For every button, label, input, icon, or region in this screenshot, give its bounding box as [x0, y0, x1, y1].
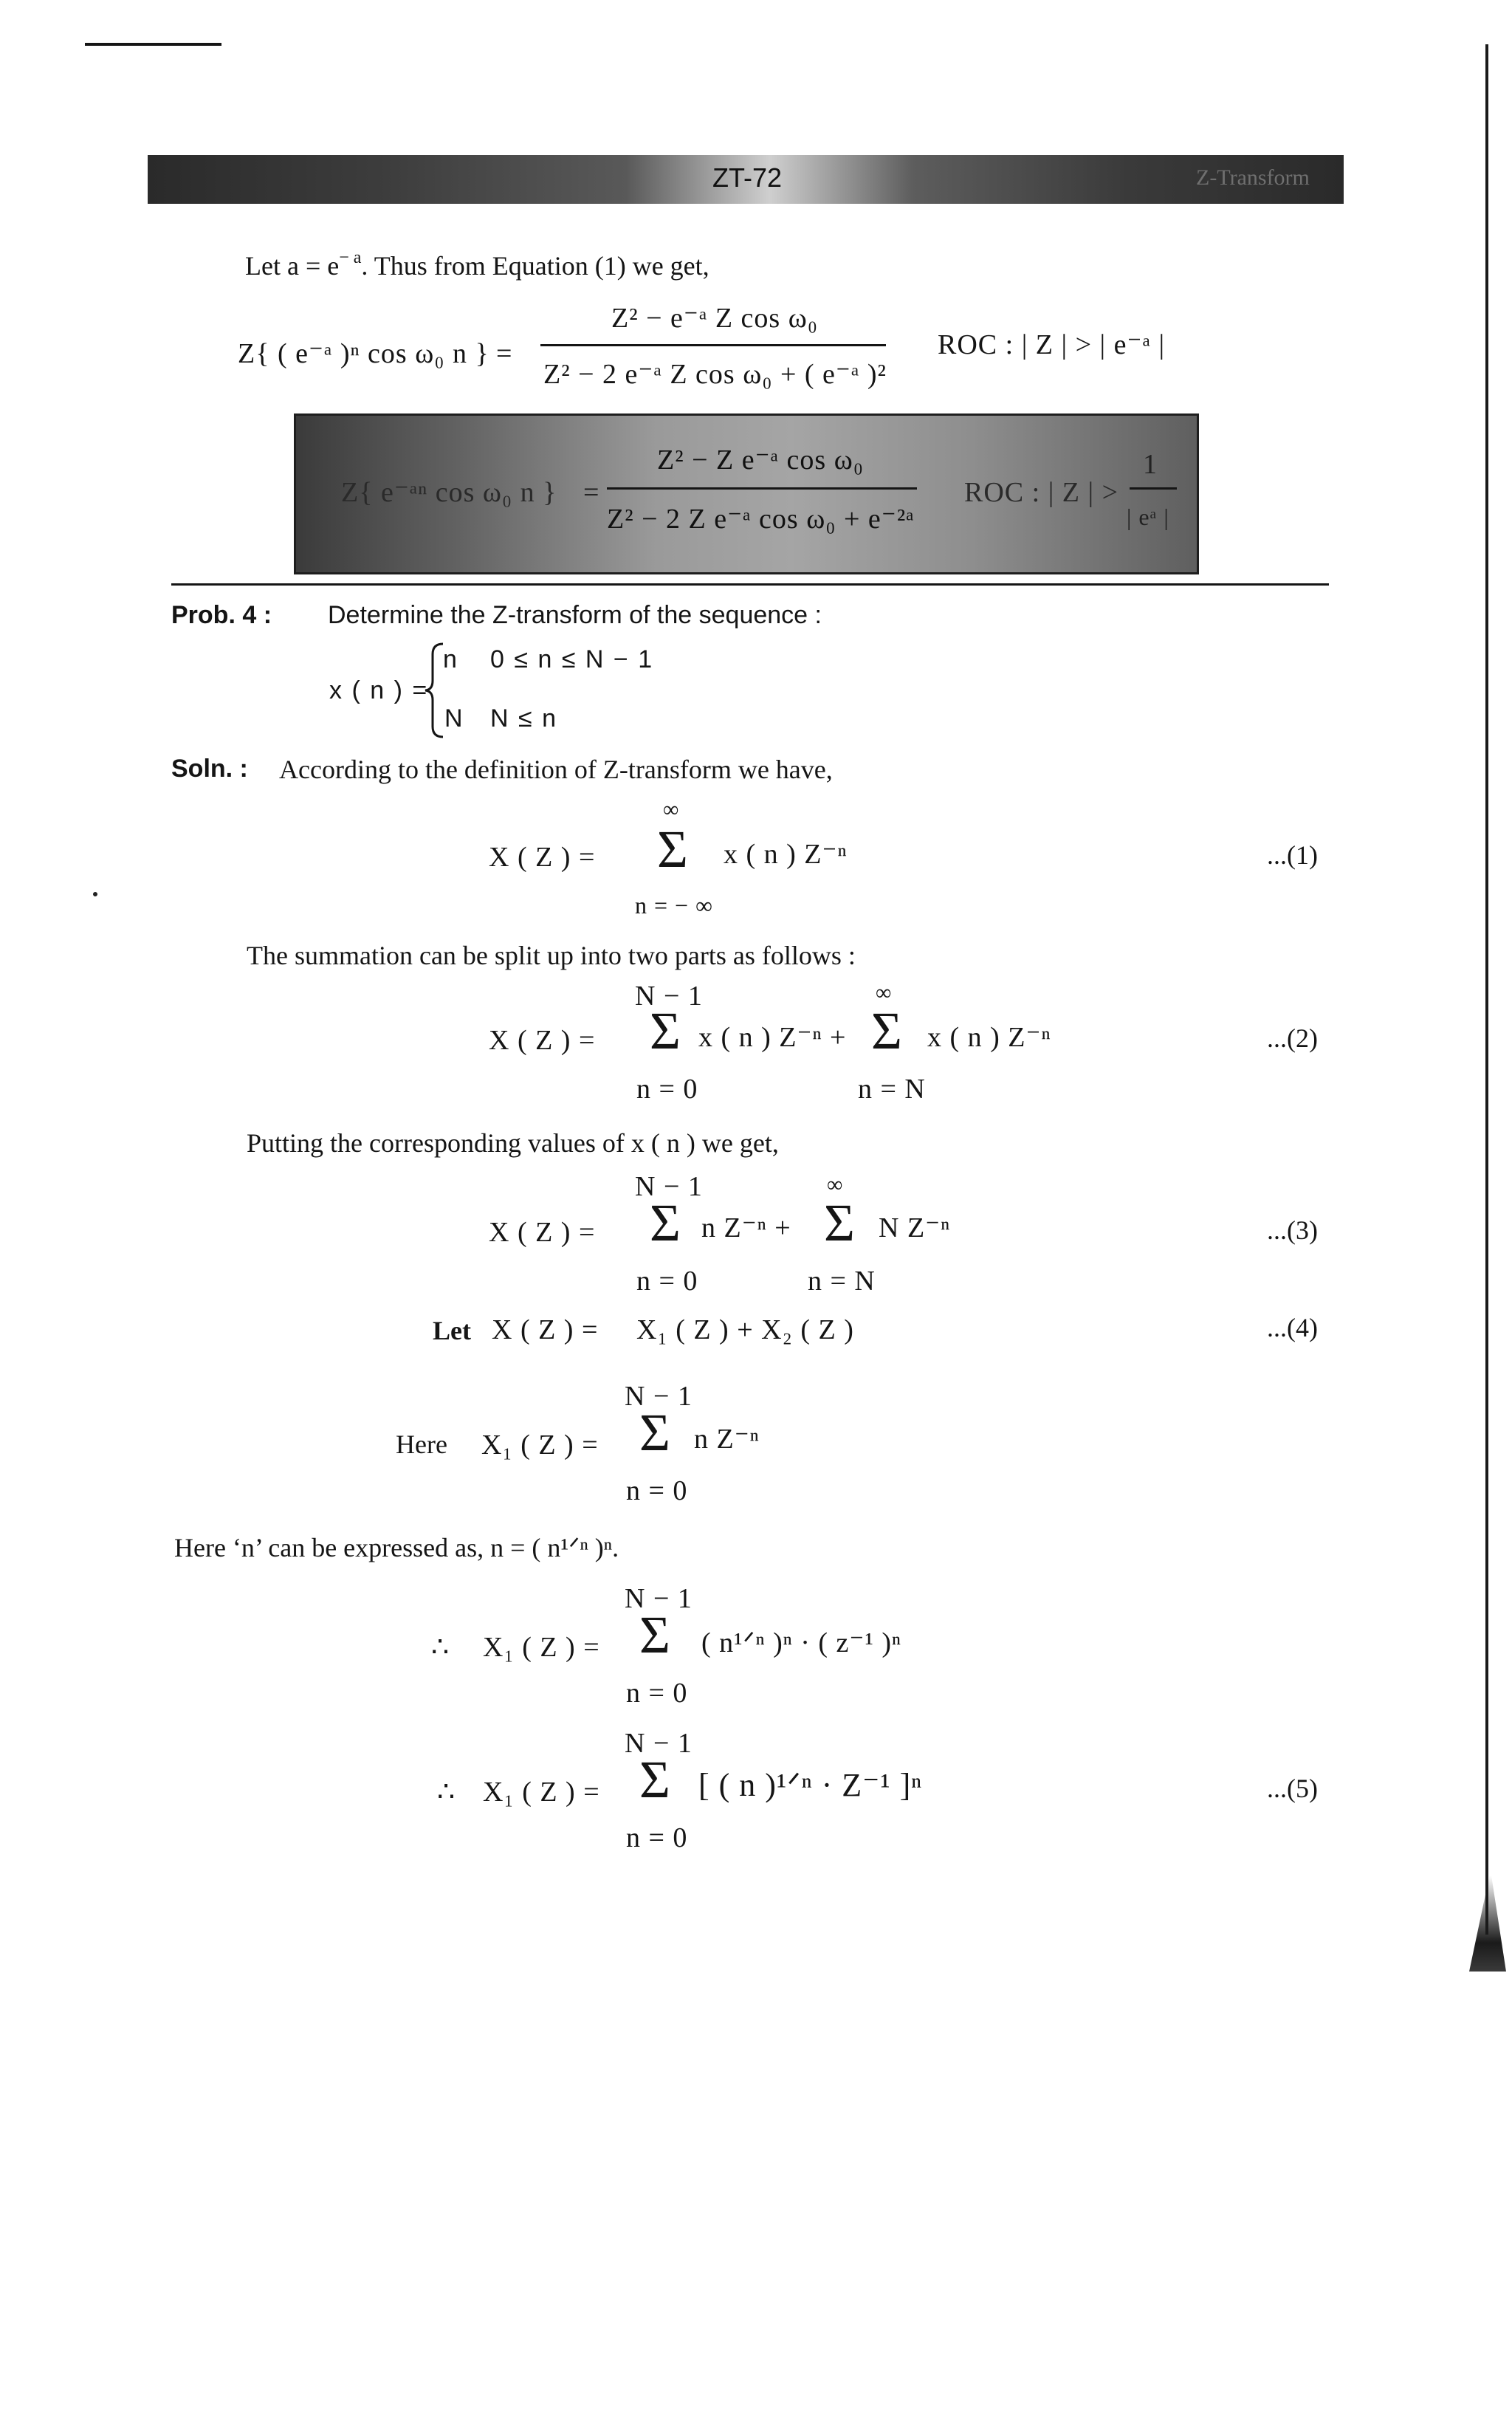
eq2-sigma-2: Σ: [871, 1001, 902, 1060]
eq-a-numerator: Z² − e⁻ᵃ Z cos ω₀: [611, 303, 818, 334]
eq-a-roc: ROC : | Z | > | e⁻ᵃ |: [938, 329, 1166, 360]
eq5-upper-limit: N − 1: [625, 1728, 693, 1759]
n-expressed-text: Here ‘n’ can be expressed as, n = ( n¹ᐟⁿ )ⁿ.: [174, 1533, 619, 1562]
box-fraction-bar: [607, 487, 917, 490]
box-numerator: Z² − Z e⁻ᵃ cos ω₀: [657, 445, 864, 476]
therefore1-symbol: ∴: [431, 1632, 450, 1663]
eq5-sigma: Σ: [639, 1750, 670, 1809]
eq1-lhs: X ( Z ) =: [489, 842, 596, 873]
problem-xn: x ( n ) =: [329, 676, 429, 704]
eq5-number: ...(5): [1267, 1774, 1318, 1803]
eq2-number: ...(2): [1267, 1023, 1318, 1053]
eq2-sigma-1: Σ: [650, 1001, 681, 1060]
eq2-lower-limit-2: n = N: [858, 1074, 926, 1105]
therefore1-term: ( n¹ᐟⁿ )ⁿ · ( z⁻¹ )ⁿ: [701, 1627, 901, 1658]
eq3-lhs: X ( Z ) =: [489, 1217, 596, 1248]
chapter-tab: Z-Transform: [1196, 165, 1310, 190]
eq1-sigma: Σ: [657, 820, 688, 879]
eq-a-denominator: Z² − 2 e⁻ᵃ Z cos ω₀ + ( e⁻ᵃ )²: [543, 359, 887, 390]
eq3-number: ...(3): [1267, 1215, 1318, 1245]
therefore1-lower-limit: n = 0: [626, 1678, 688, 1709]
eq3-upper-limit-1: N − 1: [635, 1171, 703, 1202]
box-roc-numerator: 1: [1143, 449, 1158, 480]
eq4-lhs: X ( Z ) =: [492, 1314, 599, 1345]
box-roc-fraction-bar: [1130, 487, 1177, 490]
therefore1-lhs: X₁ ( Z ) =: [483, 1632, 600, 1663]
here-upper-limit: N − 1: [625, 1381, 693, 1412]
eq5-lhs: X₁ ( Z ) =: [483, 1777, 600, 1808]
eq2-upper-limit-2: ∞: [876, 981, 893, 1005]
eq2-term-2: x ( n ) Z⁻ⁿ: [927, 1022, 1051, 1053]
eq3-term-2: N Z⁻ⁿ: [879, 1212, 951, 1243]
here-sigma: Σ: [639, 1403, 670, 1462]
eq5-lower-limit: n = 0: [626, 1822, 688, 1853]
box-roc-denominator: | eᵃ |: [1127, 504, 1169, 530]
eq1-number: ...(1): [1267, 840, 1318, 870]
split-text: The summation can be split up into two parts as follows :: [247, 941, 856, 970]
intro-line: Let $a = e^{- a}$. Thus from Equation (1) we get,: [245, 248, 709, 281]
case2-condition: N ≤ n: [490, 704, 558, 732]
eq-a-fraction-bar: [540, 344, 886, 346]
eq1-upper-limit: ∞: [663, 797, 680, 822]
eq2-lower-limit-1: n = 0: [636, 1074, 698, 1105]
problem-label: Prob. 4 :: [171, 601, 272, 629]
here-lhs: X₁ ( Z ) =: [481, 1430, 599, 1461]
eq3-upper-limit-2: ∞: [827, 1173, 844, 1197]
eq3-sigma-1: Σ: [650, 1193, 681, 1252]
here-label: Here: [396, 1430, 447, 1459]
eq3-sigma-2: Σ: [824, 1193, 855, 1252]
here-term: n Z⁻ⁿ: [694, 1424, 760, 1455]
eq3-term-1: n Z⁻ⁿ +: [701, 1212, 791, 1243]
eq2-upper-limit-1: N − 1: [635, 981, 703, 1012]
eq4-rhs: X₁ ( Z ) + X₂ ( Z ): [636, 1314, 854, 1345]
eq2-term-1: x ( n ) Z⁻ⁿ +: [698, 1022, 847, 1053]
case2-value: N: [444, 704, 463, 732]
eq3-lower-limit-2: n = N: [808, 1266, 876, 1297]
scan-edge-blot: [1469, 1876, 1506, 1972]
box-denominator: Z² − 2 Z e⁻ᵃ cos ω₀ + e⁻²ᵃ: [607, 504, 915, 535]
eq-a-lhs: Z{ ( e⁻ᵃ )ⁿ cos ω₀ n }: [238, 338, 489, 369]
case1-condition: 0 ≤ n ≤ N − 1: [490, 645, 654, 673]
box-lhs: Z{ e⁻ᵃⁿ cos ω₀ n }: [341, 477, 557, 508]
eq1-lower-limit: n = − ∞: [635, 892, 713, 919]
section-separator: [171, 583, 1329, 586]
putting-text: Putting the corresponding values of x ( n ) we get,: [247, 1128, 779, 1158]
eq4-let: Let: [433, 1316, 471, 1345]
eq5-symbol: ∴: [437, 1777, 456, 1808]
therefore1-upper-limit: N − 1: [625, 1583, 693, 1614]
eq2-lhs: X ( Z ) =: [489, 1025, 596, 1056]
page-number: ZT-72: [712, 162, 783, 193]
here-lower-limit: n = 0: [626, 1475, 688, 1506]
margin-dot: [93, 892, 97, 896]
scan-edge-line: [1485, 44, 1488, 1935]
eq4-number: ...(4): [1267, 1313, 1318, 1342]
problem-statement: Determine the Z-transform of the sequence :: [328, 601, 822, 629]
solution-text: According to the definition of Z-transform we have,: [279, 755, 833, 784]
eq3-lower-limit-1: n = 0: [636, 1266, 698, 1297]
eq1-term: x ( n ) Z⁻ⁿ: [724, 839, 848, 870]
box-roc: ROC : | Z | >: [964, 477, 1119, 508]
solution-label: Soln. :: [171, 755, 248, 783]
eq5-term: [ ( n )¹ᐟⁿ · Z⁻¹ ]ⁿ: [698, 1767, 923, 1803]
case1-value: n: [443, 645, 457, 673]
box-equals: =: [583, 477, 600, 508]
eq-a-equals: =: [496, 338, 513, 369]
therefore1-sigma: Σ: [639, 1605, 670, 1664]
top-rule: [85, 43, 221, 46]
